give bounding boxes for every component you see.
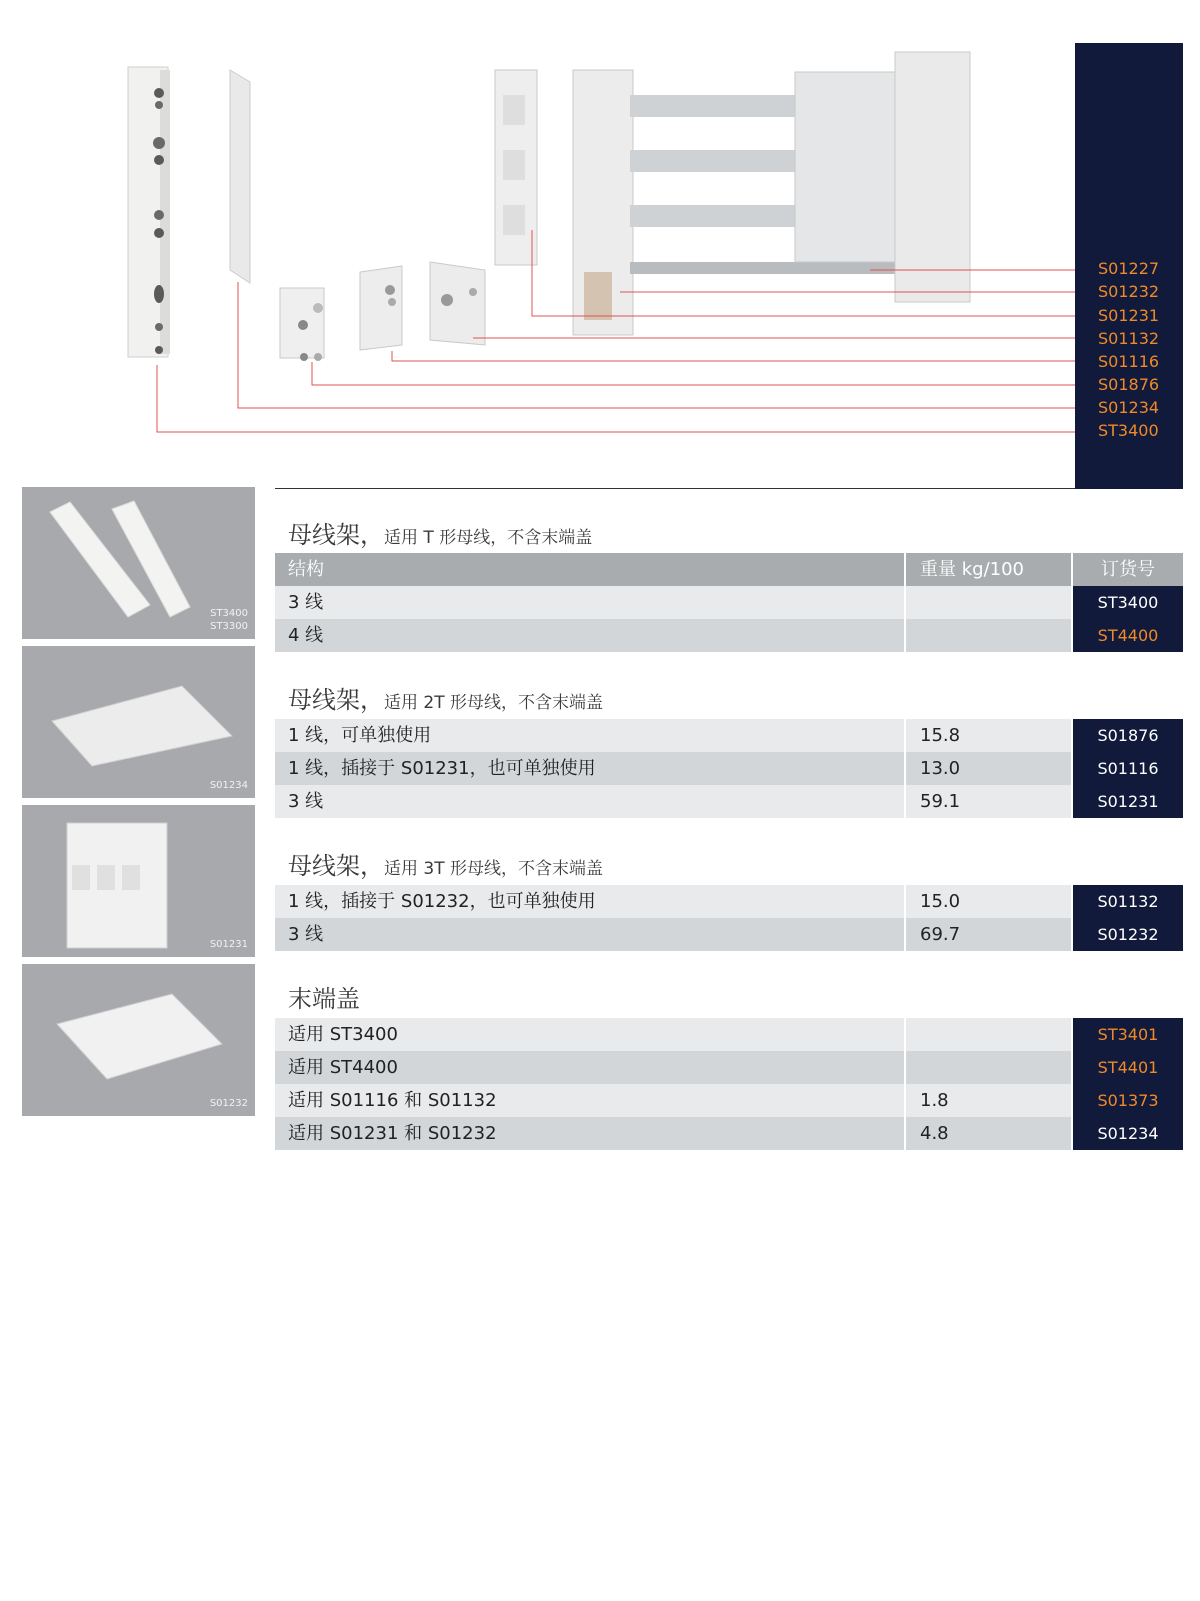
table-row: 3 线 69.7 S01232 bbox=[275, 918, 1183, 951]
three-line-holder-3t-photo bbox=[22, 964, 255, 1116]
photo-caption: S01232 bbox=[209, 1098, 248, 1109]
photo-caption: S01231 bbox=[209, 939, 248, 950]
code-label: S01116 bbox=[1098, 352, 1160, 371]
table-row: 3 线 ST3400 bbox=[275, 586, 1183, 619]
table-row: 1 线，插接于 S01232，也可单独使用 15.0 S01132 bbox=[275, 885, 1183, 918]
code-label: S01234 bbox=[1098, 398, 1160, 417]
section-title: 母线架，适用 2T 形母线，不含末端盖 bbox=[288, 686, 604, 714]
assembly-s01232-s01227-drawing bbox=[573, 52, 970, 335]
holder-s01116-drawing bbox=[360, 266, 402, 350]
code-label: S01231 bbox=[1098, 306, 1160, 325]
divider bbox=[275, 488, 1075, 489]
holder-s01876-drawing bbox=[280, 288, 324, 361]
table-row: 1 线，插接于 S01231，也可单独使用 13.0 S01116 bbox=[275, 752, 1183, 785]
product-photo bbox=[22, 646, 255, 798]
photo-caption: S01234 bbox=[209, 780, 248, 791]
holder-s01231-drawing bbox=[495, 70, 537, 265]
busbar-holder-st3400-drawing bbox=[128, 67, 170, 357]
product-diagram bbox=[0, 0, 1200, 490]
table-row: 1 线，可单独使用 15.8 S01876 bbox=[275, 719, 1183, 752]
table-row: 适用 ST3400 ST3401 bbox=[275, 1018, 1183, 1051]
photo-caption: ST3400 ST3300 bbox=[210, 608, 248, 632]
holder-s01132-drawing bbox=[430, 262, 485, 345]
table-row: 3 线 59.1 S01231 bbox=[275, 785, 1183, 818]
code-label: S01132 bbox=[1098, 329, 1160, 348]
table-row: 4 线 ST4400 bbox=[275, 619, 1183, 652]
table-row: 适用 S01116 和 S01132 1.8 S01373 bbox=[275, 1084, 1183, 1117]
section-title: 末端盖 bbox=[288, 985, 360, 1013]
three-line-holder-photo bbox=[22, 805, 255, 957]
code-label: S01227 bbox=[1098, 259, 1160, 278]
code-label: S01876 bbox=[1098, 375, 1160, 394]
product-illustration bbox=[0, 0, 1200, 490]
code-label: ST3400 bbox=[1098, 421, 1159, 440]
section-title: 母线架，适用 3T 形母线，不含末端盖 bbox=[288, 852, 604, 880]
product-photo bbox=[22, 487, 255, 639]
table-row: 适用 S01231 和 S01232 4.8 S01234 bbox=[275, 1117, 1183, 1150]
end-cover-photo bbox=[22, 646, 255, 798]
product-photo bbox=[22, 964, 255, 1116]
table-row: 适用 ST4400 ST4401 bbox=[275, 1051, 1183, 1084]
table-header: 结构 重量 kg/100 订货号 bbox=[275, 553, 1183, 586]
product-photo bbox=[22, 805, 255, 957]
section-title: 母线架，适用 T 形母线，不含末端盖 bbox=[288, 521, 593, 549]
code-label: S01232 bbox=[1098, 282, 1160, 301]
